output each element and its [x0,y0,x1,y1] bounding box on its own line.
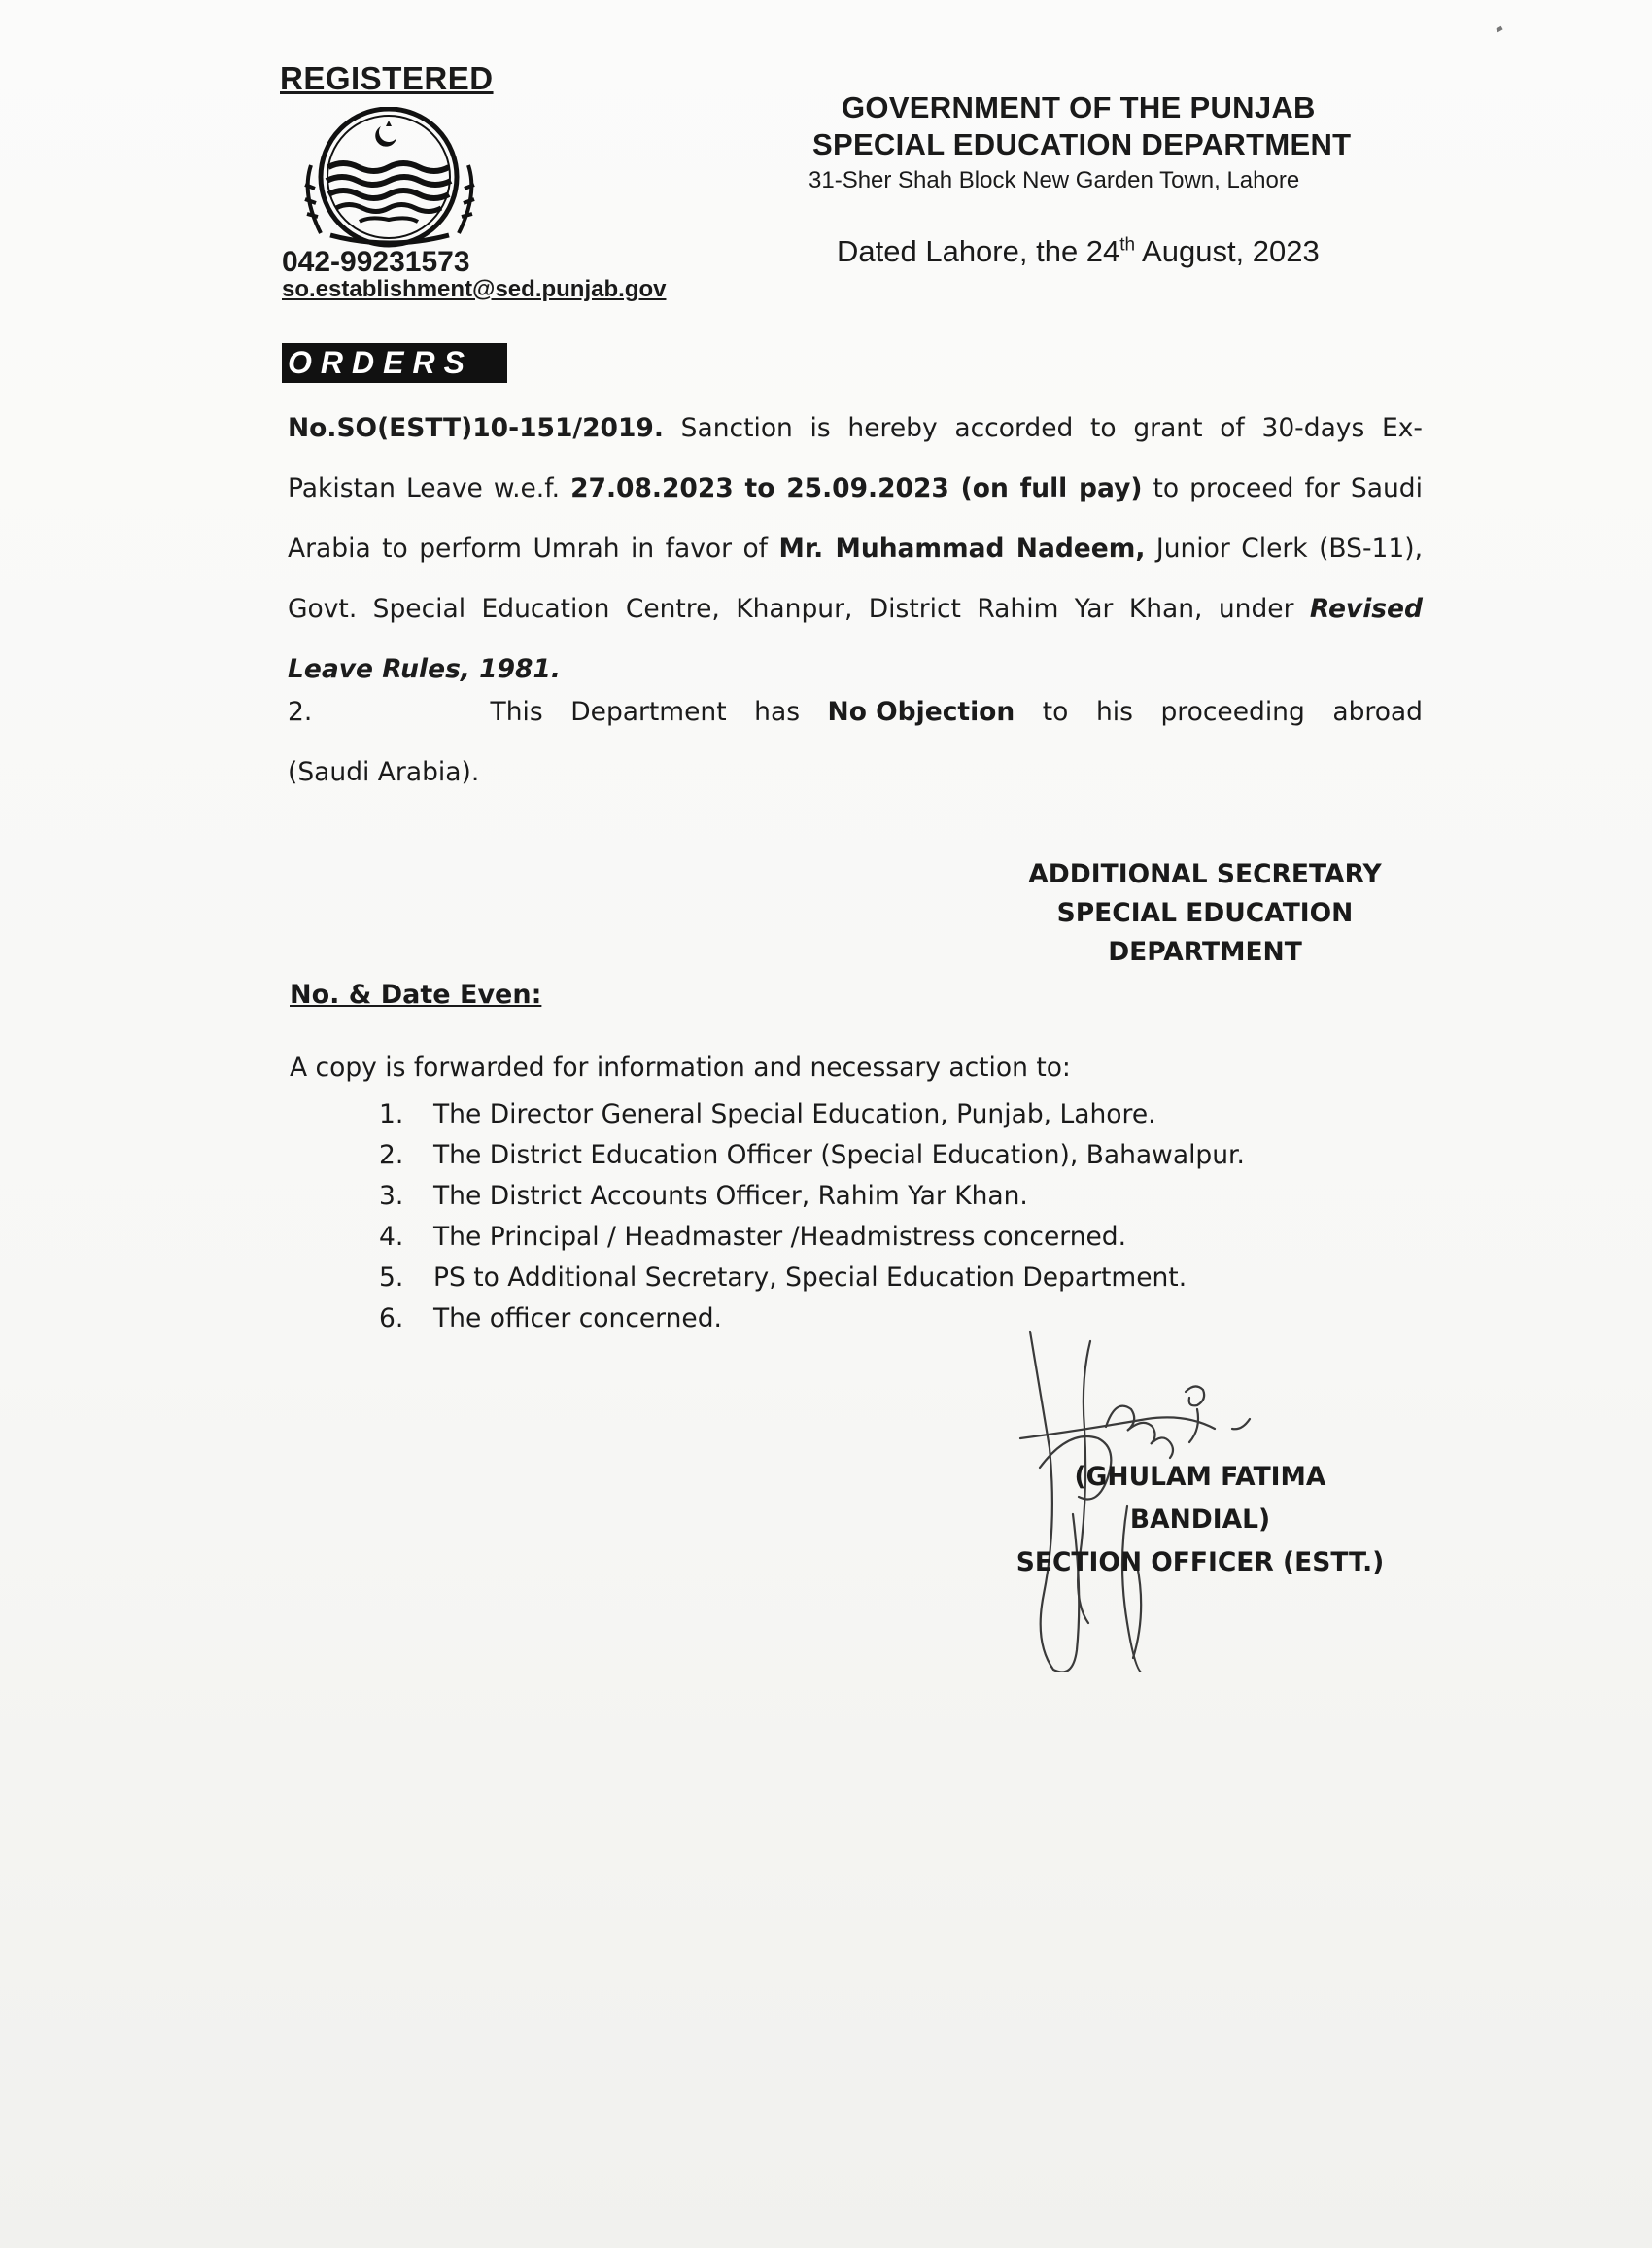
additional-secretary-block: ADDITIONAL SECRETARY SPECIAL EDUCATION DEPARTMENT [1028,859,1382,967]
list-item: 6. The officer concerned. [379,1303,722,1333]
signatory-title: SECTION OFFICER (ESTT.) [1015,1547,1385,1577]
signatory-name: (GHULAM FATIMA BANDIAL) [1074,1462,1326,1535]
email-address: so.establishment@sed.punjab.gov [282,276,667,302]
list-item: 2. The District Education Officer (Special Education), Bahawalpur. [379,1140,1245,1170]
orders-badge: ORDERS [282,343,507,383]
leave-dates: 27.08.2023 to 25.09.2023 (on full pay) [570,473,1143,503]
order-number: No.SO(ESTT)10-151/2019. [288,413,664,443]
department-address: 31-Sher Shah Block New Garden Town, Lahore [809,167,1300,193]
forward-line: A copy is forwarded for information and necessary action to: [290,1053,1071,1083]
no-objection-paragraph: 2. This Department has No Objection to his proceeding abroad (Saudi Arabia). [288,682,1423,803]
no-objection-text: No Objection [827,697,1015,727]
list-item: 5. PS to Additional Secretary, Special Education Department. [379,1262,1187,1293]
date-line: Dated Lahore, the 24th August, 2023 [837,234,1320,268]
department-title: SPECIAL EDUCATION DEPARTMENT [812,127,1352,161]
scan-speck [1496,26,1502,32]
no-date-even-heading: No. & Date Even: [290,980,542,1010]
employee-name: Mr. Muhammad Nadeem, [778,534,1146,564]
punjab-emblem-icon [292,107,496,253]
registered-label: REGISTERED [280,60,494,96]
list-item: 4. The Principal / Headmaster /Headmistress concerned. [379,1222,1127,1252]
leave-rules: Revised Leave Rules, 1981. [288,594,1423,684]
government-title: GOVERNMENT OF THE PUNJAB [842,90,1316,124]
order-paragraph: No.SO(ESTT)10-151/2019. Sanction is hereby accorded to grant of 30-days Ex-Pakistan Leave w.e.f. 27.08.2023 to 25.09.2023 (on full pay) to proceed for Saudi Arabia to perform Umrah in favor of Mr. Muhammad Nadeem, Junior Clerk (BS-11), Govt. Special Education Centre, Khanpur, District Rahim Yar Khan, under Revised Leave Rules, 1981. [288,413,1424,684]
copy-recipient-list [379,1094,1245,1339]
section-officer-block [1001,1456,1399,1584]
list-item: 1. The Director General Special Education, Punjab, Lahore. [379,1099,1156,1129]
list-item: 3. The District Accounts Officer, Rahim Yar Khan. [379,1181,1028,1211]
phone-number: 042-99231573 [282,246,470,278]
